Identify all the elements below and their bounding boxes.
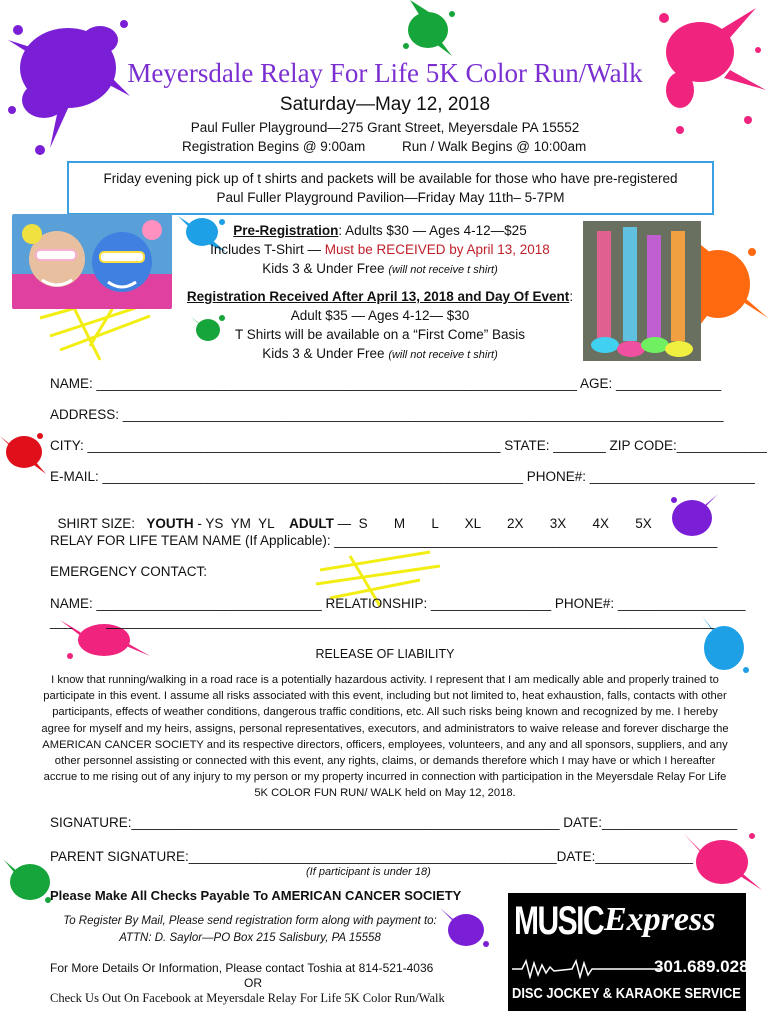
pink-splatter-bottom [684,833,762,890]
event-location: Paul Fuller Playground—275 Grant Street, Meyersdale PA 15552 [190,120,580,135]
late-kids: Kids 3 & Under Free [262,346,389,361]
mail-line-2: ATTN: D. Saylor—PO Box 215 Salisbury, PA 15558 [119,932,381,944]
late-registration-label: Registration Received After April 13, 2018 and Day Of Event [186,289,570,304]
team-name-field[interactable]: RELAY FOR LIFE TEAM NAME (If Applicable): ___________________________________________________ [50,533,718,548]
shoes-photo [583,221,701,361]
notice-line-1: Friday evening pick up of t shirts and packets will be available for those who have pre-registered [103,171,678,186]
pre-kids-note: (will not receive t shirt) [388,264,498,276]
late-registration-section [180,287,580,365]
event-title: Meyersdale Relay For Life 5K Color Run/Walk [127,58,643,88]
facebook-text: Check Us Out On Facebook at Meyersdale Relay For Life 5K Color Run/Walk [50,991,445,1005]
name-age-field[interactable]: NAME: ________________________________________________________________ AGE: ______________ [50,376,722,391]
youth-sizes[interactable]: - YS YM YL [197,516,275,531]
youth-label: YOUTH [146,516,194,531]
pre-registration-label: Pre-Registration [233,223,339,238]
email-phone-field[interactable]: E-MAIL: ________________________________________________________ PHONE#: ______________________ [50,469,755,484]
runners-photo [12,214,172,309]
pre-tshirt: Includes T-Shirt — [210,242,325,257]
pre-registration-section [180,221,580,280]
registration-time: Registration Begins @ 9:00am [182,139,366,154]
shirt-size-row[interactable] [50,501,652,531]
late-price: Adult $35 — Ages 4-12— $30 [290,308,470,323]
city-state-zip-field[interactable]: CITY: _______________________________________________________ STATE: _______ ZIP CODE:____________ [50,438,767,453]
soundwave-icon [512,959,662,979]
logo-word-music: MUSIC [514,899,604,943]
shirt-size-label: SHIRT SIZE: [57,516,136,531]
event-date: Saturday—May 12, 2018 [279,94,491,115]
or-text: OR [244,976,262,990]
logo-word-express: Express [604,901,716,938]
purple-splatter-right [671,494,718,536]
pre-registration-price: : Adults $30 — Ages 4-12—$25 [338,223,527,238]
emergency-contact-field[interactable]: NAME: ______________________________ RELATIONSHIP: ________________ PHONE#: _________________ [50,596,746,611]
logo-phone: 301.689.0284 [654,957,758,976]
late-tshirt: T Shirts will be available on a “First Come” Basis [234,327,526,342]
mail-instructions [50,913,450,947]
logo-service: DISC JOCKEY & KARAOKE SERVICE [512,985,741,1002]
address-field[interactable]: ADDRESS: ________________________________________________________________________________ [50,407,724,422]
checks-payable: Please Make All Checks Payable To AMERICAN CANCER SOCIETY [50,888,462,903]
late-colon: : [569,289,574,304]
contact-info: For More Details Or Information, Please contact Toshia at 814-521-4036 [50,961,434,975]
parent-signature-note: (If participant is under 18) [306,866,431,878]
green-splatter-top [403,0,455,56]
emergency-contact-label: EMERGENCY CONTACT: [50,564,208,579]
music-express-logo [508,893,758,1011]
parent-signature-field[interactable]: PARENT SIGNATURE:_________________________________________________DATE:_____________ [50,849,694,864]
green-splatter-bottom [4,860,51,903]
pre-deadline: Must be RECEIVED by April 13, 2018 [324,242,550,257]
red-splatter [0,433,46,474]
release-title: RELEASE OF LIABILITY [315,647,455,661]
pre-kids: Kids 3 & Under Free [262,261,389,276]
run-time: Run / Walk Begins @ 10:00am [402,139,587,154]
adult-sizes[interactable]: — S M L XL 2X 3X 4X 5X [337,516,652,531]
notice-line-2: Paul Fuller Playground Pavilion—Friday May 11th– 5-7PM [216,190,565,205]
mail-line-1: To Register By Mail, Please send registration form along with payment to: [63,915,437,927]
emergency-contact-extra-line[interactable]: ___ _________________________________________________________________________________ [50,614,715,629]
late-kids-note: (will not receive t shirt) [388,349,498,361]
release-text: I know that running/walking in a road race is a potentially hazardous activity. I represent that I am medically able and properly trained to participate in this event. I assume all risks associated with this event, including but not limited to, heat exhaustion, falls, contacts with other participants, effects of weather conditions, dangerous traffic conditions, etc. All such risks being known and recognized by me. I hereby agree for myself and my heirs, assigns, personal representatives, executors, and administrators to waive release and forever discharge the AMERICAN CANCER SOCIETY and its respective directors, officers, employees, volunteers, and any and all sponsors, suppliers, and any other personnel assisting or connected with this event, any rights, claims, or demands therefore which I may have or which I hereafter accrue to me rising out of any injury to my person or my property incurred in connection with participation in the Meyersdale Relay For Life 5K COLOR FUN RUN/ WALK held on May 12, 2018. [41,674,729,800]
adult-label: ADULT [289,516,334,531]
signature-field[interactable]: SIGNATURE:_________________________________________________________ DATE:__________________ [50,815,738,830]
packet-pickup-notice [67,161,714,215]
